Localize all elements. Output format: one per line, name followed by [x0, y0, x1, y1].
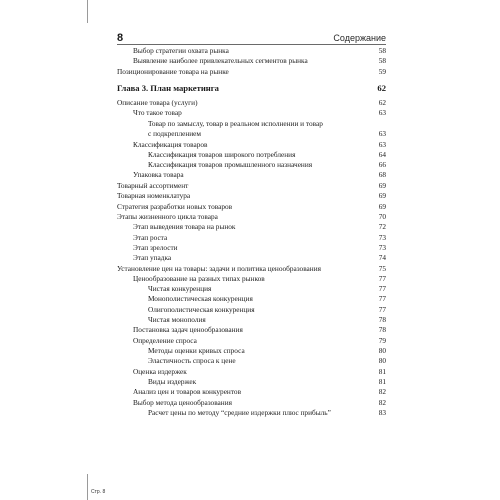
toc-entry-page: 78	[378, 315, 386, 324]
toc-entry-title: Эластичность спроса к цене	[148, 356, 236, 365]
toc-entry-title: Методы оценки кривых спроса	[148, 346, 245, 355]
toc-entry-page: 64	[378, 150, 386, 159]
toc-entry	[117, 128, 386, 139]
toc-entry-title: Чистая конкуренция	[148, 284, 212, 293]
toc-entry-page: 59	[378, 67, 386, 76]
toc-entry-page: 80	[378, 356, 386, 365]
toc-entry-title: Позиционирование товара на рынке	[117, 67, 229, 76]
toc-entry	[117, 407, 386, 418]
toc-entry	[117, 355, 386, 366]
toc-entry-page: 83	[378, 408, 386, 417]
toc-entry-title: Этап роста	[133, 233, 168, 242]
toc-entry-title: Описание товара (услуги)	[117, 98, 198, 107]
toc-entry-page: 62	[378, 98, 386, 107]
toc-entry	[117, 107, 386, 118]
toc-entry-title: Классификация товаров широкого потребления	[148, 150, 296, 159]
toc-chapter-row	[117, 83, 386, 94]
toc-entry-page: 77	[378, 274, 386, 283]
toc-entry-title: Классификация товаров промышленного назначения	[148, 160, 313, 169]
toc-entry-page: 73	[378, 233, 386, 242]
toc-entry-title: Товар по замыслу, товар в реальном исполнении и товар	[148, 119, 323, 128]
toc-entry-title: Товарная номенклатура	[117, 191, 191, 200]
toc-entry	[117, 55, 386, 66]
crop-mark-bottom	[87, 474, 88, 500]
toc-entry-title: Выбор стратегии охвата рынка	[133, 46, 229, 55]
toc-entry-page: 81	[378, 367, 386, 376]
toc-entry-page: 62	[377, 83, 386, 93]
toc-entry-page: 82	[378, 398, 386, 407]
toc-entry-title: Постановка задач ценообразования	[133, 325, 243, 334]
toc-entry-page: 63	[378, 129, 386, 138]
toc-entry-title: Выявление наиболее привлекательных сегментов рынка	[133, 56, 308, 65]
toc-entry-title: Этап зрелости	[133, 243, 178, 252]
toc-entry-page: 78	[378, 325, 386, 334]
toc-entry-title: Олигополистическая конкуренция	[148, 305, 255, 314]
toc-entry-page: 77	[378, 284, 386, 293]
toc-entry	[117, 324, 386, 335]
toc-entry-title: с подкреплением	[148, 129, 202, 138]
toc-entry-page: 68	[378, 170, 386, 179]
toc-entry-page: 58	[378, 46, 386, 55]
toc-entry-page: 80	[378, 346, 386, 355]
toc-entry-title: Монополистическая конкуренция	[148, 294, 253, 303]
toc-entry	[117, 190, 386, 201]
toc-entry-title: Анализ цен и товаров конкурентов	[133, 387, 242, 396]
running-header	[117, 31, 386, 45]
toc-entry-page: 69	[378, 191, 386, 200]
toc-entry-title: Классификация товаров	[133, 140, 208, 149]
toc-entry	[117, 293, 386, 304]
toc-entry-title: Этапы жизненного цикла товара	[117, 212, 218, 221]
toc-entry-title: Выбор метода ценообразования	[133, 398, 232, 407]
toc-entry-page: 69	[378, 181, 386, 190]
toc-entry-title: Расчет цены по методу “средние издержки плюс прибыль”	[148, 408, 331, 417]
toc-entry-title: Этап упадка	[133, 253, 172, 262]
toc-entry-title: Товарный ассортимент	[117, 181, 189, 190]
toc-entry-page: 63	[378, 140, 386, 149]
crop-mark-top	[87, 0, 88, 23]
toc-entry-page: 77	[378, 294, 386, 303]
toc-entry-title: Глава 3. План маркетинга	[117, 83, 219, 93]
footer-page-label: Стр. 8	[91, 489, 106, 495]
toc-entry-page: 58	[378, 56, 386, 65]
toc-entry-page: 66	[378, 160, 386, 169]
toc-entry	[117, 386, 386, 397]
toc-entry	[117, 66, 386, 77]
toc-entry-page: 81	[378, 377, 386, 386]
header-page-number: 8	[117, 32, 124, 44]
toc-entry-page: 69	[378, 202, 386, 211]
toc-entry-title: Чистая монополия	[148, 315, 206, 324]
toc-entry-title: Что такое товар	[133, 108, 182, 117]
toc-entry-page: 63	[378, 108, 386, 117]
toc-entry-title: Установление цен на товары: задачи и политика ценообразования	[117, 264, 321, 273]
toc-entry-title: Этап выведения товара на рынок	[133, 222, 236, 231]
toc-entry-page: 79	[378, 336, 386, 345]
toc-entry-page: 70	[378, 212, 386, 221]
toc-entry-title: Упаковка товара	[133, 170, 184, 179]
toc-entry-page: 74	[378, 253, 386, 262]
toc-entry-page: 82	[378, 387, 386, 396]
toc-entry-title: Виды издержек	[148, 377, 197, 386]
toc-entry-page: 75	[378, 264, 386, 273]
toc-entry	[117, 169, 386, 180]
toc-entry-page: 73	[378, 243, 386, 252]
toc-entry-title: Определение спроса	[133, 336, 197, 345]
toc-entry-title: Стратегия разработки новых товаров	[117, 202, 233, 211]
toc-entry-title: Ценообразование на разных типах рынков	[133, 274, 265, 283]
toc-entry-page: 77	[378, 305, 386, 314]
header-section-title: Содержание	[333, 33, 386, 43]
toc-entry-title: Оценка издержек	[133, 367, 187, 376]
toc-entry	[117, 221, 386, 232]
toc-entry	[117, 252, 386, 263]
toc-entry-page: 72	[378, 222, 386, 231]
